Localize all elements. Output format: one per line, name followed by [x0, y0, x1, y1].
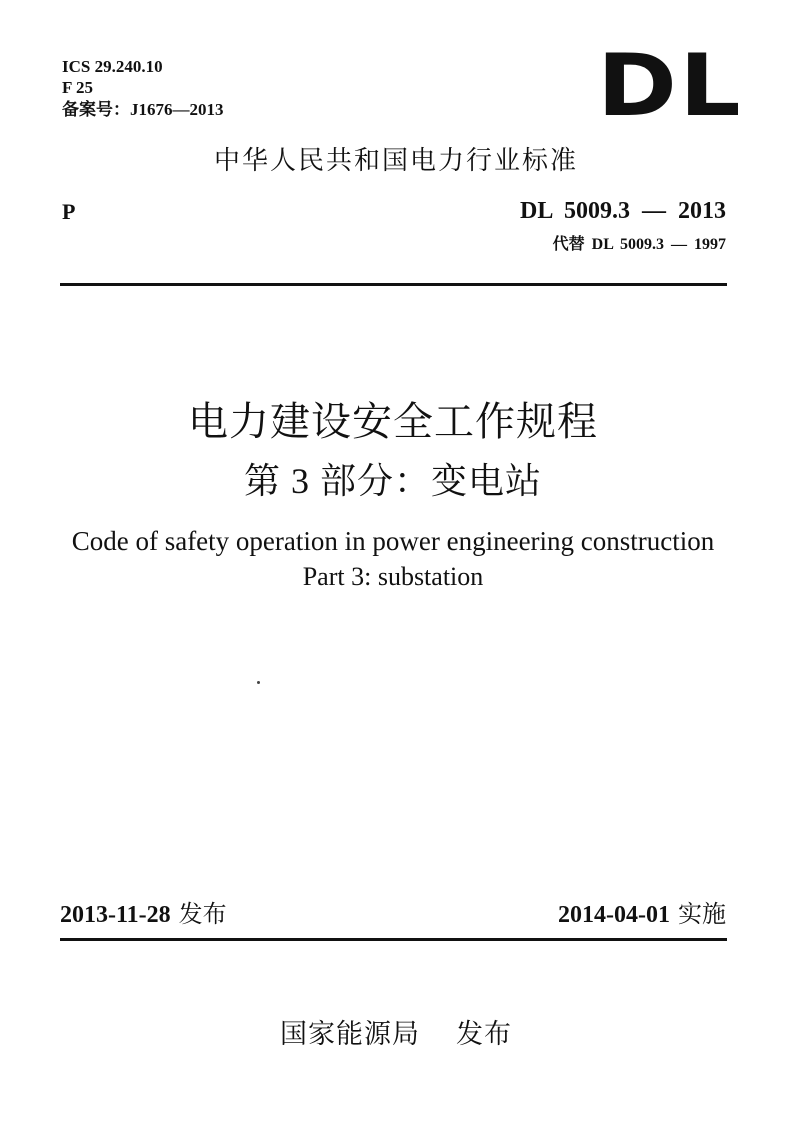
- issue-date-line: [60, 899, 227, 930]
- implementation-date: 2014-04-01: [558, 902, 670, 928]
- document-subtitle-en: Part 3: substation: [302, 562, 484, 591]
- ccs-code: F 25: [62, 78, 94, 97]
- publisher-line: [0, 1017, 786, 1053]
- classification-code: P: [62, 199, 76, 224]
- record-number: 备案号：J1676—2013: [62, 100, 224, 119]
- publisher-action: 发布: [456, 1019, 512, 1050]
- issue-date: 2013-11-28: [60, 902, 171, 928]
- bottom-divider: [60, 938, 727, 941]
- document-title-cn: 电力建设安全工作规程: [188, 399, 598, 444]
- dl-logo: DL: [597, 36, 743, 136]
- issue-label: 发布: [178, 900, 227, 928]
- implementation-label: 实施: [678, 900, 726, 928]
- scan-speck: [257, 681, 260, 684]
- document-title-en: Code of safety operation in power engineering construction: [71, 526, 715, 556]
- implementation-date-line: [558, 899, 726, 930]
- standard-number: DL 5009.3 — 2013: [519, 198, 726, 224]
- standard-level-heading: 中华人民共和国电力行业标准: [213, 146, 578, 176]
- ics-code: ICS 29.240.10: [62, 57, 163, 76]
- top-divider: [60, 283, 727, 286]
- replaces-standard: 代替 DL 5009.3 — 1997: [552, 236, 726, 253]
- publisher-name: 国家能源局: [280, 1019, 420, 1050]
- document-subtitle-cn: 第 3 部分：变电站: [243, 461, 542, 501]
